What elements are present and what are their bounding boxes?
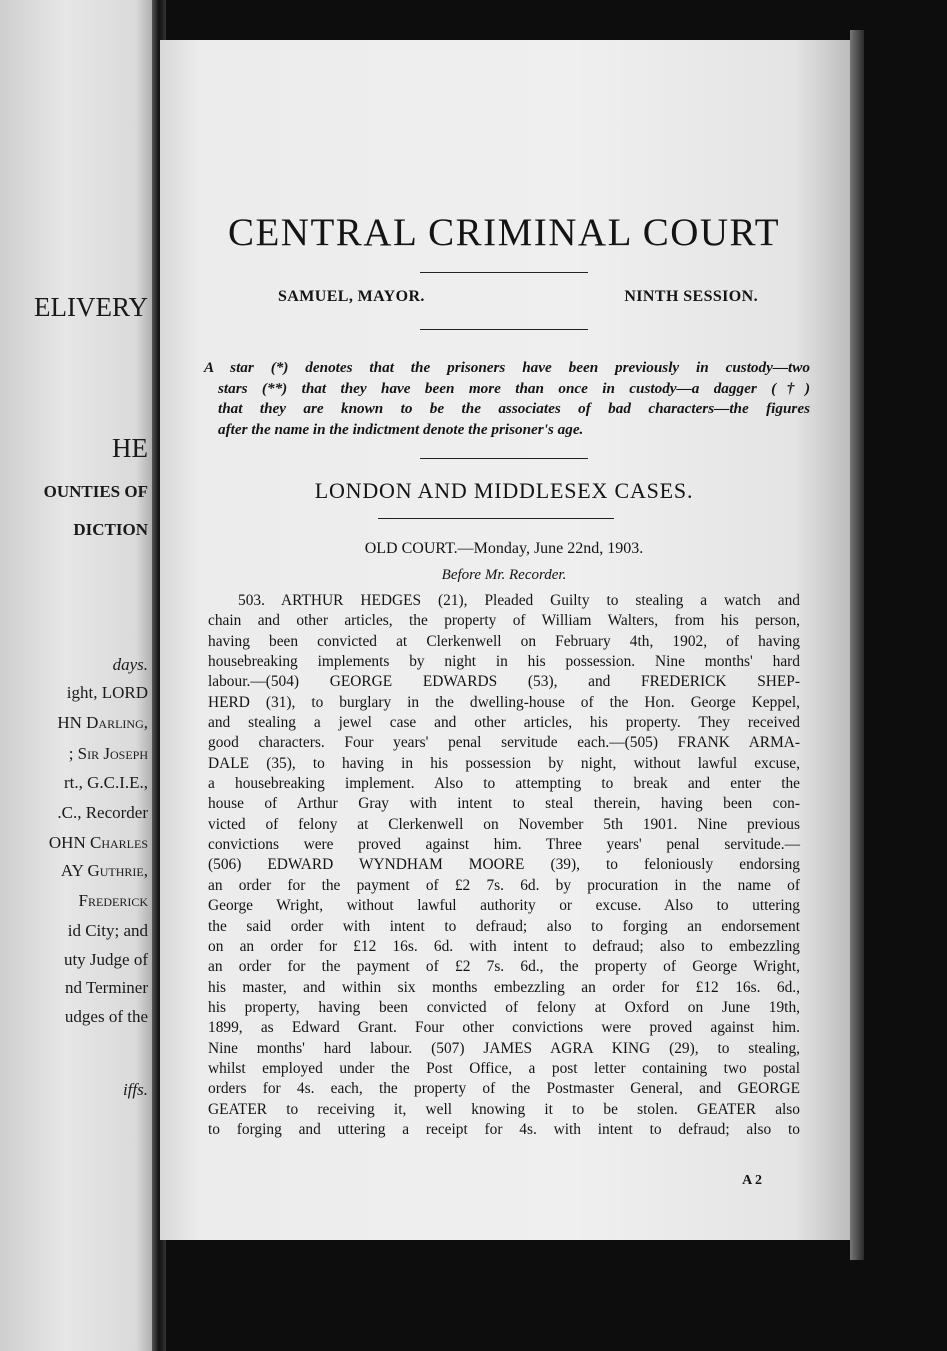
left-page-line: rt., G.C.I.E., (63, 773, 148, 792)
case-text-line: his master, and within six months embezzling an order for £12 16s. 6d., (208, 978, 800, 996)
case-text-line: on an order for £12 16s. 6d. with intent to defraud; also to embezzling (208, 937, 800, 955)
case-text-line: housebreaking implements by night in his possession. Nine months' hard (208, 653, 800, 671)
left-page-line: id City; and (67, 921, 148, 940)
session-rule (420, 329, 588, 330)
left-page-line: .C., Recorder (57, 803, 148, 822)
case-text-line: chain and other articles, the property of William Walters, from his person, (208, 612, 800, 630)
left-page-line: days. (112, 655, 148, 674)
case-text-line: and stealing a jewel case and other articles, his property. They received (208, 714, 800, 732)
left-page-line: OUNTIES OF (43, 482, 148, 501)
case-text-line: house of Arthur Gray with intent to steal therein, having been con- (208, 795, 800, 813)
left-page-line: HN Darling, (57, 713, 148, 732)
case-text-line: the said order with intent to defraud; also to forging an endorsement (208, 917, 800, 935)
case-text-line: an order for the payment of £2 7s. 6d. by procuration in the name of (208, 876, 800, 894)
case-text-line: his property, having been convicted of felony at Oxford on June 19th, (208, 998, 800, 1016)
case-text-line: victed of felony at Clerkenwell on November 5th 1901. Nine previous (208, 815, 800, 833)
case-text-line: having been convicted at Clerkenwell on February 4th, 1902, of having (208, 632, 800, 650)
page-title: CENTRAL CRIMINAL COURT (227, 211, 781, 254)
explanatory-note (198, 358, 810, 440)
left-page-line: ight, LORD (66, 683, 148, 702)
left-page-line: iffs. (122, 1080, 148, 1099)
left-page-line: udges of the (64, 1007, 148, 1026)
case-text-line: convictions were proved against him. Three years' penal servitude.— (208, 836, 800, 854)
left-page-line: DICTION (73, 520, 148, 539)
case-text-line: whilst employed under the Post Office, a post letter containing two postal (208, 1059, 800, 1077)
case-text-line: 1899, as Edward Grant. Four other convictions were proved against him. (208, 1019, 800, 1037)
note-rule (420, 458, 588, 459)
case-text-line: 503. ARTHUR HEDGES (21), Pleaded Guilty to stealing a watch and (238, 592, 800, 609)
case-text-line: to forging and uttering a receipt for 4s. with intent to defraud; also to (208, 1120, 800, 1138)
case-text-line: George Wright, without lawful authority or excuse. Also to uttering (208, 897, 800, 915)
before-line: Before Mr. Recorder. (441, 567, 567, 583)
page-edge (850, 30, 864, 1260)
section-heading: LONDON AND MIDDLESEX CASES. (314, 478, 694, 503)
case-text-line: orders for 4s. each, the property of the Postmaster General, and GEORGE (208, 1080, 800, 1098)
signature-mark: A 2 (742, 1173, 762, 1188)
case-text-line: a housebreaking implement. Also to attempting to break and enter the (208, 775, 800, 793)
note-line: stars (**) that they have been more than once in custody—a dagger (†) (218, 379, 810, 397)
session-line (278, 288, 758, 306)
left-page-fragment (0, 0, 160, 1351)
case-text-line: good characters. Four years' penal servitude each.—(505) FRANK ARMA- (208, 734, 800, 752)
left-page-line: AY Guthrie, (60, 861, 148, 880)
case-text-line: GEATER to receiving it, well knowing it to be stolen. GEATER also (208, 1100, 800, 1118)
left-page-line: Frederick (78, 891, 148, 910)
case-text-line: HERD (31), to burglary in the dwelling-house of the Hon. George Keppel, (208, 693, 800, 711)
title-rule (420, 272, 588, 273)
left-page-line: HE (112, 433, 148, 463)
note-line: that they are known to be the associates of bad characters—the figures (218, 400, 810, 417)
case-text (208, 591, 800, 1140)
court-date-line: OLD COURT.—Monday, June 22nd, 1903. (364, 540, 644, 557)
case-text-line: labour.—(504) GEORGE EDWARDS (53), and FREDERICK SHEP- (208, 673, 800, 691)
session-label: NINTH SESSION. (624, 288, 758, 305)
case-text-line: DALE (35), to having in his possession by night, without lawful excuse, (208, 754, 800, 772)
left-page-line: OHN Charles (48, 833, 148, 852)
left-page-line: uty Judge of (63, 950, 148, 969)
note-line: A star (*) denotes that the prisoners have been previously in custody—two (204, 359, 810, 376)
left-page-line: ; Sir Joseph (68, 744, 148, 763)
section-rule (378, 518, 614, 519)
left-page-line: ELIVERY (34, 292, 148, 322)
case-text-line: Nine months' hard labour. (507) JAMES AGRA KING (29), to stealing, (208, 1039, 800, 1057)
right-page (160, 40, 850, 1240)
left-page-line: nd Terminer (65, 978, 148, 997)
case-text-line: an order for the payment of £2 7s. 6d., the property of George Wright, (208, 958, 800, 976)
note-line: after the name in the indictment denote the prisoner's age. (218, 420, 584, 438)
case-text-line: (506) EDWARD WYNDHAM MOORE (39), to feloniously endorsing (208, 856, 800, 874)
mayor-label: SAMUEL, MAYOR. (278, 288, 425, 305)
